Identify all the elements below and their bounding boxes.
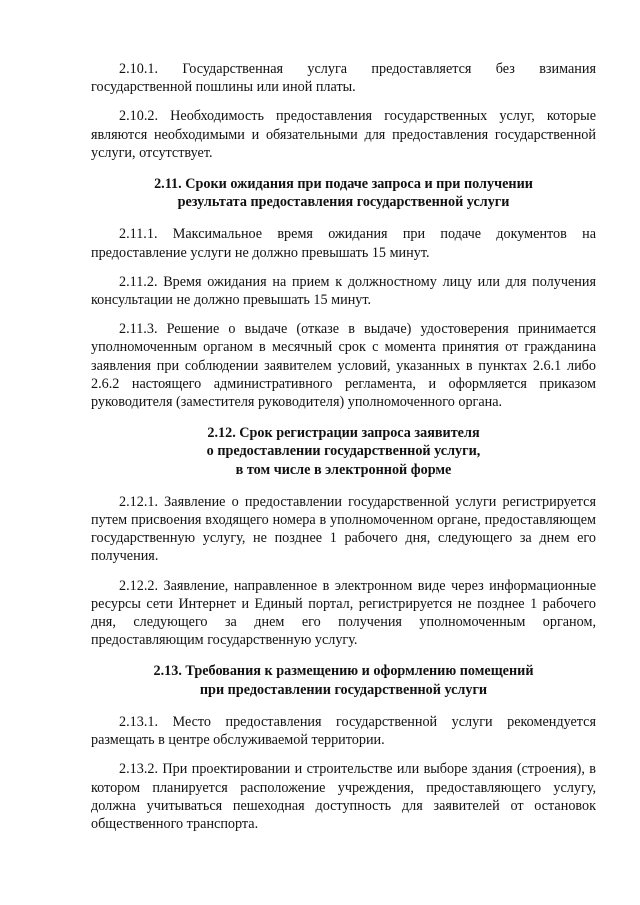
paragraph-2-10-2: 2.10.2. Необходимость предоставления государственных услуг, которые являются необходимыми и обязательными для предоставления государственной услуги, отсутствует. <box>91 108 596 161</box>
heading-line: 2.11. Сроки ожидания при подаче запроса и при получении <box>154 176 533 193</box>
heading-line: о предоставлении государственной услуги, <box>206 443 481 460</box>
heading-line: при предоставлении государственной услуги <box>199 681 488 698</box>
paragraph-2-12-2: 2.12.2. Заявление, направленное в электронном виде через информационные ресурсы сети Интернет и Единый портал, регистрируется не позднее 1 рабочего дня, следующего за днем его получения уполномоченным органом, предоставляющим государственную услугу. <box>91 577 596 649</box>
section-heading-2-12 <box>91 424 596 479</box>
section-heading-2-13 <box>91 662 596 698</box>
paragraph-2-11-1: 2.11.1. Максимальное время ожидания при подаче документов на предоставление услуги не должно превышать 15 минут. <box>91 226 596 261</box>
heading-line: 2.13. Требования к размещению и оформлению помещений <box>153 663 534 680</box>
paragraph-2-11-2: 2.11.2. Время ожидания на прием к должностному лицу или для получения консультации не должно превышать 15 минут. <box>91 273 596 309</box>
heading-line: результата предоставления государственной услуги <box>177 194 510 211</box>
paragraph-2-12-1: 2.12.1. Заявление о предоставлении государственной услуги регистрируется путем присвоения входящего номера в уполномоченном органе, предоставляющем государственную услугу, не позднее 1 рабочего дня, следующего за днем его получения. <box>91 493 596 565</box>
paragraph-2-13-2: 2.13.2. При проектировании и строительстве или выборе здания (строения), в котором планируется расположение учреждения, предоставляющего услугу, должна учитываться пешеходная доступность для заявителей от остановок общественного транспорта. <box>91 761 596 832</box>
paragraph-2-13-1: 2.13.1. Место предоставления государственной услуги рекомендуется размещать в центре обслуживаемой территории. <box>91 713 596 749</box>
heading-line: в том числе в электронной форме <box>235 461 452 478</box>
paragraph-2-11-3: 2.11.3. Решение о выдаче (отказе в выдаче) удостоверения принимается уполномоченным органом в месячный срок с момента принятия от гражданина заявления при соблюдении заявителем условий, указанных в пунктах 2.6.1 либо 2.6.2 настоящего административного регламента, и оформляется приказом руководителя (заместителя руководителя) уполномоченного органа. <box>91 321 596 411</box>
paragraph-2-10-1: 2.10.1. Государственная услуга предоставляется без взимания государственной пошлины или иной платы. <box>91 61 596 96</box>
heading-line: 2.12. Срок регистрации запроса заявителя <box>207 425 480 442</box>
section-heading-2-11 <box>91 175 596 211</box>
